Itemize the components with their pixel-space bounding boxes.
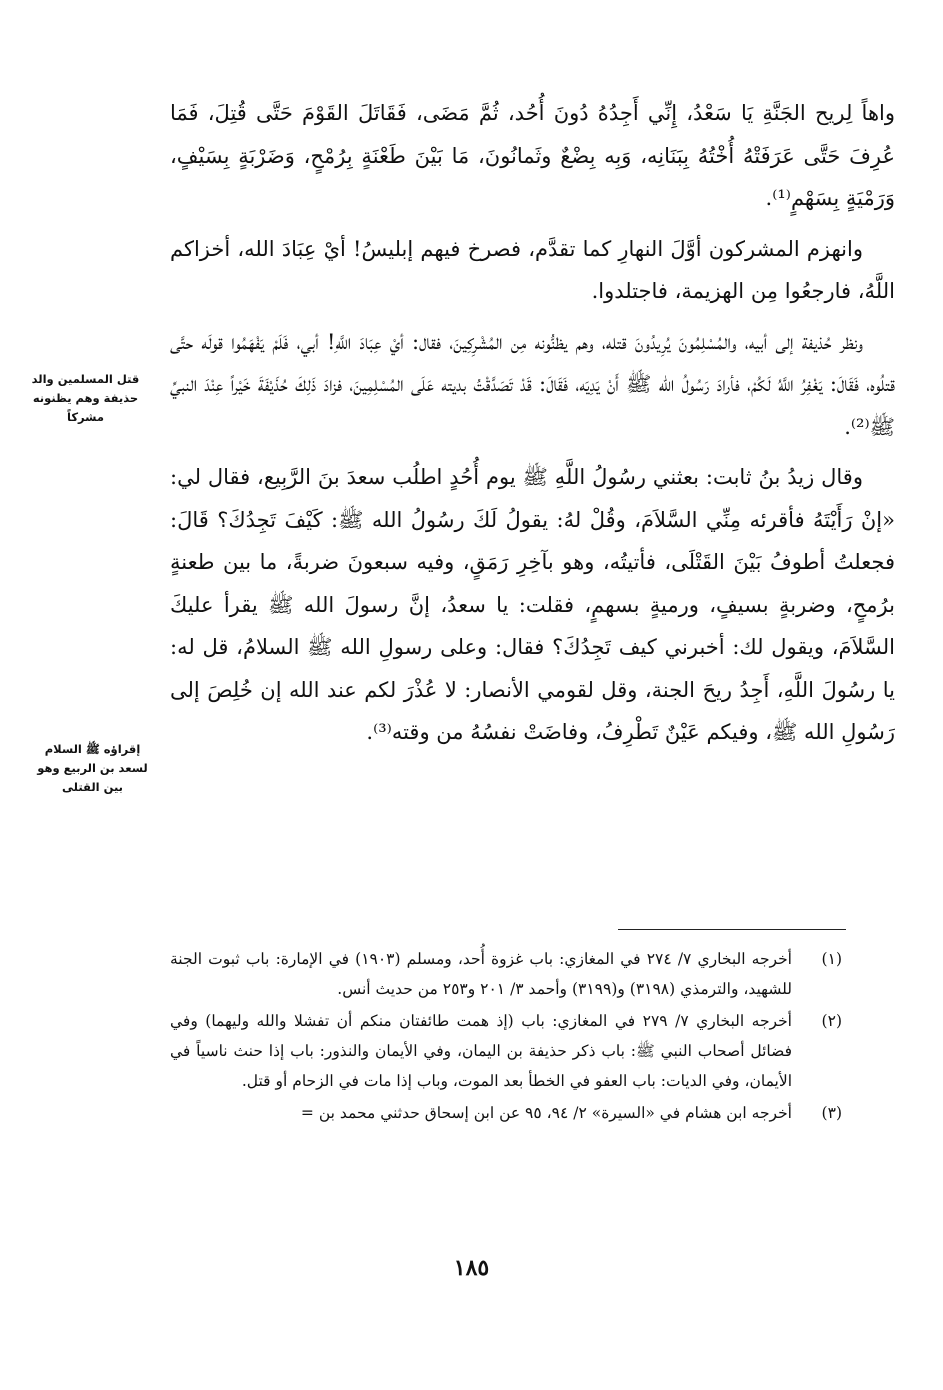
footnote-text: أخرجه البخاري ٧/ ٢٧٤ في المغازي: باب غزوة أُحد، ومسلم (١٩٠٣) في الإمارة: باب ثبوت الجنة للشهيد، والترمذي (٣١٩٨) و(٣١٩٩) وأحمد ٣/ ٢٠١ و٢٥٣ من حديث أنس.	[170, 950, 792, 998]
main-text	[170, 92, 895, 762]
footnote-number: (٢)	[821, 1012, 842, 1030]
paragraph: وانهزم المشركون أوَّلَ النهارِ كما تقدَّم، فصرخ فيهم إبليسُ! أيْ عِبَادَ الله، أخزاكم اللَّهُ، فارجعُوا مِن الهزيمة، فاجتلدوا.	[170, 236, 895, 303]
footnotes	[170, 944, 842, 1130]
margin-note: قتل المسلمين والد حذيفة وهم يظنونه مشركاً	[31, 372, 140, 424]
footnote	[170, 944, 842, 1004]
footnote-number: (٣)	[821, 1104, 842, 1122]
paragraph: وقال زيدُ بنُ ثابت: بعثني رسُولُ اللَّهِ ﷺ يوم أُحُدٍ اطلُب سعدَ بنَ الرَّبِيع، فقال لي: «إنْ رَأَيْتَهُ فأقرئه مِنِّي السَّلاَمَ، وقُلْ لهُ: يقولُ لَكَ رسُولُ الله ﷺ: كَيْفَ تَجِدُكَ؟ قَالَ: فجعلتُ أطوفُ بَيْنَ القَتْلَى، فأتيتُه، وهو بآخِرِ رَمَقٍ، وفيه سبعونَ ضربةً، ما بين طعنةٍ برُمحٍ، وضربةٍ بسيفٍ، ورميةٍ بسهمٍ، فقلت: يا سعدُ، إنَّ رسولَ الله ﷺ يقرأ عليكَ السَّلاَمَ، ويقول لك: أخبرني كيف تَجِدُكَ؟ فقال: وعلى رسولِ الله ﷺ السلامُ، قل له: يا رسُولَ اللَّهِ، أَجِدُ ريحَ الجنة، وقل لقومي الأنصار: لا عُذْرَ لكم عند الله إن خُلِصَ إلى رَسُولِ الله ﷺ، وفيكم عَيْنٌ تَطْرِفُ، وفاضَتْ نفسُهُ من وقته⁽³⁾.	[170, 465, 895, 744]
footnote	[170, 1098, 842, 1128]
paragraph: ونظر حُذيفة إلى أبيه، والمُسْلِمُونَ يُرِيدُونَ قتله، وهم يظنُّونه مِن المُشْرِكِينَ، فقال: أيْ عِبَادَ اللَّهِ! أبي، فَلَمْ يَفْهَمُوا قولَه حتَّى قتلُوه، فَقَالَ: يَغْفِرُ اللَّهُ لَكُمْ، فأرادَ رَسُولُ الله ﷺ أَنْ يَدِيَه، فَقَالَ: قَدْ تَصَدَّقْتُ بديته عَلَى المُسْلِمِينَ، فزادَ ذَلِكَ حُذَيْفَةَ خَيْراً عِنْدَ النبيِّ ﷺ⁽²⁾.	[170, 329, 895, 439]
footnote	[170, 1006, 842, 1096]
footnote-text: أخرجه البخاري ٧/ ٢٧٩ في المغازي: باب (إذ همت طائفتان منكم أن تفشلا والله وليهما) وفي فضائل أصحاب النبي ﷺ: باب ذكر حذيفة بن اليمان، وفي الأيمان والنذور: باب إذا حنث ناسياً في الأيمان، وفي الديات: باب العفو في الخطأ بعد الموت، وباب إذا مات في الزحام أو قتل.	[170, 1012, 792, 1090]
footnote-divider	[618, 929, 846, 930]
page-number: ١٨٥	[453, 1255, 490, 1281]
footnote-text: أخرجه ابن هشام في «السيرة» ٢/ ٩٤، ٩٥ عن ابن إسحاق حدثني محمد بن =	[300, 1104, 792, 1122]
footnote-number: (١)	[821, 950, 842, 968]
margin-note: إقراؤه ﷺ السلام لسعد بن الربيع وهو بين القتلى	[37, 742, 148, 794]
paragraph: واهاً لِريح الجَنَّةِ يَا سَعْدُ، إِنِّي أَجِدُهُ دُونَ أُحُد، ثُمَّ مَضَى، فَقَاتَلَ القَوْمَ حَتَّى قُتِلَ، فَمَا عُرِفَ حَتَّى عَرَفَتْهُ أُخْتُهُ بِبَنَانِه، وَبِه بِضْعٌ وثَمانُونَ، مَا بَيْنَ طَعْنَةٍ بِرُمْحٍ، وَضَرْبَةٍ بِسَيْفٍ، وَرَمْيَةٍ بِسَهْمٍ⁽¹⁾.	[170, 101, 895, 210]
